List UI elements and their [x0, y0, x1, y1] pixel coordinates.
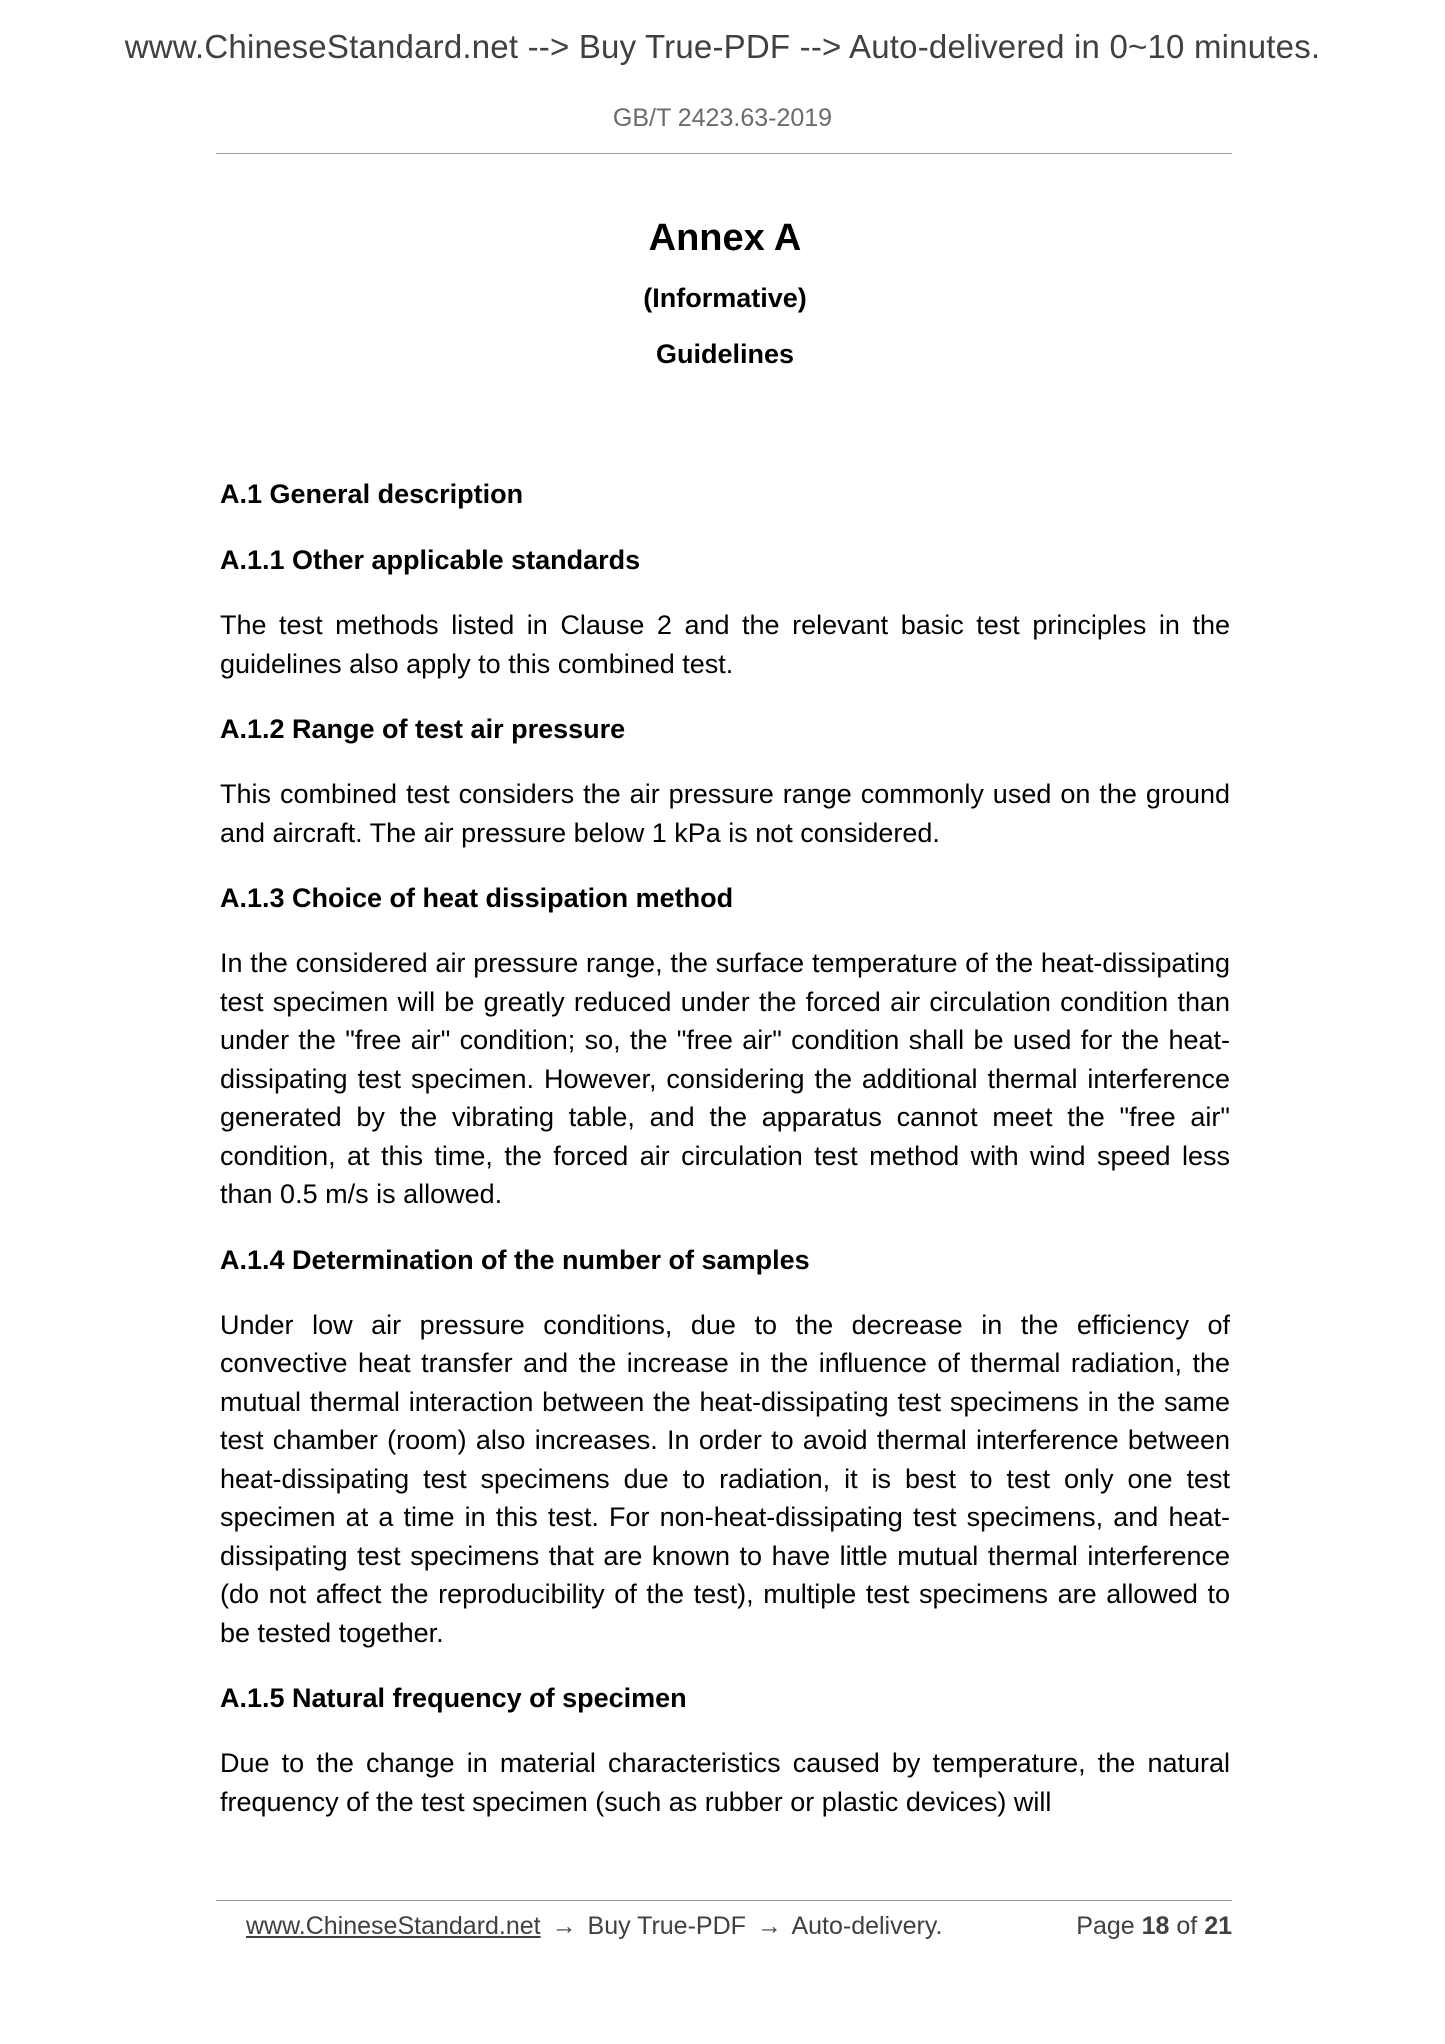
footer-buy-text: Buy True-PDF [587, 1912, 746, 1940]
page-footer [246, 1912, 1232, 1941]
spacer [220, 374, 1230, 474]
section-heading-a13: A.1.3 Choice of heat dissipation method [220, 883, 734, 913]
annex-name: Guidelines [655, 339, 795, 369]
paragraph-a13: In the considered air pressure range, the surface temperature of the heat-dissipating test specimen will be greatly reduced under the forced air circulation condition than under the "free air" condition; so, the "free air" condition shall be used for the heat-dissipating test specimen. However, considering the additional thermal interference generated by the vibrating table, and the apparatus cannot meet the "free air" condition, at this time, the forced air circulation test method with wind speed less than 0.5 m/s is allowed. [220, 948, 1230, 1209]
section-heading-a15: A.1.5 Natural frequency of specimen [220, 1683, 687, 1713]
section-heading-a11: A.1.1 Other applicable standards [220, 545, 641, 575]
header-divider [216, 153, 1232, 154]
page-number [1076, 1912, 1232, 1941]
annex-type: (Informative) [643, 283, 807, 313]
arrow-right-icon: → [551, 1912, 577, 1940]
paragraph-a14: Under low air pressure conditions, due to the decrease in the efficiency of convective heat transfer and the increase in the influence of thermal radiation, the mutual thermal interaction between the heat-dissipating test specimens in the same test chamber (room) also increases. In order to avoid thermal interference between heat-dissipating test specimens due to radiation, it is best to test only one test specimen at a time in this test. For non-heat-dissipating test specimens, and heat-dissipating test specimens that are known to have little mutual thermal interference (do not affect the reproducibility of the test), multiple test specimens are allowed to be tested together. [220, 1309, 1230, 1648]
site-banner: www.ChineseStandard.net --> Buy True-PDF --> Auto-delivered in 0~10 minutes. [124, 28, 1321, 65]
arrow-right-icon: → [756, 1912, 782, 1940]
page-total: 21 [1204, 1912, 1232, 1940]
section-heading-a12: A.1.2 Range of test air pressure [220, 714, 626, 744]
standard-code: GB/T 2423.63-2019 [612, 104, 833, 132]
footer-site-link[interactable]: www.ChineseStandard.net [246, 1912, 541, 1940]
page-content [220, 210, 1230, 1821]
paragraph-a11: The test methods listed in Clause 2 and the relevant basic test principles in the guidelines also apply to this combined test. [220, 610, 1230, 679]
paragraph-a12: This combined test considers the air pressure range commonly used on the ground and aircraft. The air pressure below 1 kPa is not considered. [220, 779, 1230, 848]
paragraph-a15: Due to the change in material characteristics caused by temperature, the natural frequency of the test specimen (such as rubber or plastic devices) will [220, 1748, 1230, 1817]
footer-divider [216, 1900, 1232, 1901]
page-label: Page [1076, 1912, 1135, 1940]
annex-title: Annex A [648, 217, 802, 259]
page-current: 18 [1141, 1912, 1170, 1940]
page-of: of [1176, 1912, 1198, 1940]
section-heading-a14: A.1.4 Determination of the number of samples [220, 1244, 810, 1275]
section-heading-a1: A.1 General description [220, 479, 524, 509]
footer-delivery-text: Auto-delivery. [791, 1912, 943, 1940]
